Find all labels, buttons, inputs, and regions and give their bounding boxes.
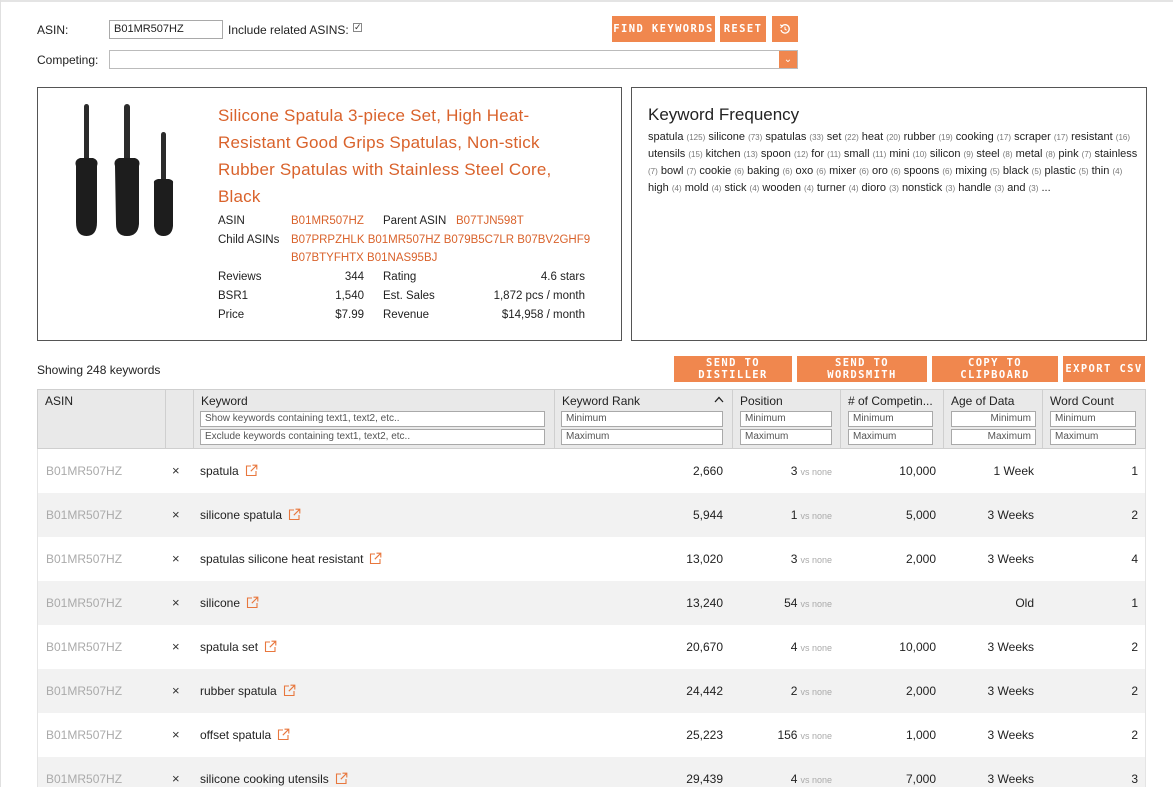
row-age: Old <box>1015 596 1034 610</box>
row-position-vs: vs none <box>800 599 832 609</box>
row-keyword-text: spatula <box>200 464 239 478</box>
age-min-filter[interactable]: Minimum <box>951 411 1036 427</box>
row-word-count: 4 <box>1131 552 1138 566</box>
frequency-word: heat <box>861 131 884 143</box>
frequency-count: (3) <box>1028 184 1039 193</box>
history-icon <box>779 23 791 35</box>
frequency-count-value: 4 <box>714 184 719 193</box>
keyword-include-filter[interactable]: Show keywords containing text1, text2, etc.. <box>200 411 545 427</box>
frequency-word: black <box>1002 165 1029 177</box>
row-keyword <box>200 640 277 656</box>
row-asin[interactable]: B01MR507HZ <box>46 728 123 742</box>
row-position-vs: vs none <box>800 731 832 741</box>
product-image <box>66 102 181 237</box>
frequency-count: (4) <box>671 184 682 193</box>
row-competing: 7,000 <box>905 772 936 786</box>
frequency-count-value: 3 <box>997 184 1002 193</box>
frequency-word: turner <box>816 182 846 194</box>
remove-icon[interactable]: × <box>172 639 180 654</box>
frequency-word: steel <box>976 148 1000 160</box>
frequency-word: wooden <box>762 182 801 194</box>
row-asin[interactable]: B01MR507HZ <box>46 508 123 522</box>
frequency-word: nonstick <box>901 182 943 194</box>
external-link-icon[interactable] <box>283 684 296 700</box>
row-position <box>777 728 832 742</box>
frequency-count: (12) <box>793 150 809 159</box>
frequency-word: high <box>648 182 669 194</box>
frequency-count-value: 6 <box>861 167 867 176</box>
external-link-icon[interactable] <box>288 508 301 524</box>
header-keyword[interactable] <box>193 390 555 448</box>
row-keyword-text: offset spatula <box>200 728 272 742</box>
frequency-word: thin <box>1091 165 1110 177</box>
frequency-count-value: 7 <box>689 167 694 176</box>
header-position-label: Position <box>740 394 783 408</box>
competing-select[interactable] <box>109 50 798 69</box>
frequency-count-value: 33 <box>812 133 821 142</box>
row-position-value: 2 <box>790 684 798 698</box>
competing-max-filter[interactable]: Maximum <box>848 429 933 445</box>
frequency-count-value: 11 <box>875 150 884 159</box>
row-asin[interactable]: B01MR507HZ <box>46 596 123 610</box>
frequency-word: cookie <box>699 165 732 177</box>
parent-asin-link[interactable]: B07TJN598T <box>456 215 524 227</box>
frequency-word: stick <box>724 182 747 194</box>
row-keyword <box>200 728 290 744</box>
row-rank: 13,020 <box>686 552 723 566</box>
row-position-value: 1 <box>790 508 798 522</box>
row-position-vs: vs none <box>800 687 832 697</box>
remove-icon[interactable]: × <box>172 551 180 566</box>
external-link-icon[interactable] <box>335 772 348 787</box>
row-keyword <box>200 508 301 524</box>
frequency-count-value: 4 <box>1115 167 1120 176</box>
position-max-filter[interactable]: Maximum <box>740 429 832 445</box>
frequency-word: spatula <box>648 131 684 143</box>
frequency-count: (17) <box>996 133 1011 142</box>
frequency-count-value: 10 <box>915 150 925 159</box>
frequency-word: mixing <box>955 165 987 177</box>
row-keyword <box>200 596 259 612</box>
row-position-vs: vs none <box>800 467 832 477</box>
frequency-count-value: 15 <box>691 150 700 159</box>
header-rank-label: Keyword Rank <box>562 394 641 408</box>
include-related-checkbox[interactable]: ✓ <box>354 22 362 32</box>
row-position-value: 4 <box>790 772 798 786</box>
frequency-word: baking <box>747 165 780 177</box>
row-age: 3 Weeks <box>987 508 1034 522</box>
frequency-count: (11) <box>872 150 887 159</box>
header-word-count[interactable] <box>1042 390 1145 448</box>
header-competing[interactable] <box>840 390 944 448</box>
row-position-vs: vs none <box>800 775 832 785</box>
frequency-count: (73) <box>748 133 763 142</box>
frequency-count: (9) <box>963 150 974 159</box>
row-word-count: 3 <box>1131 772 1138 786</box>
row-word-count: 2 <box>1131 508 1138 522</box>
frequency-count: (13) <box>743 150 758 159</box>
asin-input[interactable]: B01MR507HZ <box>109 20 223 39</box>
revenue-label: Revenue <box>383 309 430 321</box>
external-link-icon[interactable] <box>245 464 258 480</box>
row-asin[interactable]: B01MR507HZ <box>46 464 123 478</box>
rating-label: Rating <box>383 271 417 283</box>
reset-button[interactable]: RESET <box>720 16 766 42</box>
row-competing: 10,000 <box>899 640 936 654</box>
frequency-word: cooking <box>955 131 994 143</box>
frequency-count-value: 7 <box>1084 150 1089 159</box>
frequency-count-value: 5 <box>1034 167 1039 176</box>
remove-icon[interactable]: × <box>172 683 180 698</box>
frequency-count-value: 6 <box>785 167 790 176</box>
frequency-word: utensils <box>648 148 686 160</box>
external-link-icon[interactable] <box>277 728 290 744</box>
send-to-distiller-button[interactable]: SEND TO DISTILLER <box>674 356 792 382</box>
frequency-word: handle <box>958 182 992 194</box>
frequency-count: (8) <box>1002 150 1013 159</box>
age-max-filter[interactable]: Maximum <box>951 429 1036 445</box>
child-asins-label: Child ASINs <box>218 234 280 246</box>
rank-max-filter[interactable]: Maximum <box>561 429 723 445</box>
est-sales-value: 1,872 pcs / month <box>493 290 585 302</box>
row-position-vs: vs none <box>800 511 832 521</box>
frequency-word: oro <box>871 165 888 177</box>
showing-count: Showing 248 keywords <box>37 363 161 377</box>
frequency-count-value: 4 <box>752 184 757 193</box>
frequency-count-value: 4 <box>851 184 856 193</box>
header-wordcount-label: Word Count <box>1050 394 1114 408</box>
competing-min-filter[interactable]: Minimum <box>848 411 933 427</box>
frequency-count: (6) <box>890 167 901 176</box>
header-competing-label: # of Competin... <box>848 394 933 408</box>
frequency-count: (15) <box>688 150 703 159</box>
row-rank: 24,442 <box>686 684 723 698</box>
revenue-value: $14,958 / month <box>501 309 585 321</box>
row-asin[interactable]: B01MR507HZ <box>46 684 123 698</box>
row-position <box>791 464 832 478</box>
table-header <box>37 389 1146 449</box>
frequency-count: (11) <box>827 150 841 159</box>
frequency-count-value: 6 <box>818 167 824 176</box>
keyword-table-body <box>37 449 1146 787</box>
top-border <box>0 0 1173 2</box>
frequency-count: (4) <box>711 184 722 193</box>
product-panel <box>37 87 622 341</box>
header-keyword-label: Keyword <box>201 394 248 408</box>
frequency-count: (3) <box>945 184 956 193</box>
header-asin-label: ASIN <box>45 394 74 408</box>
left-border <box>0 0 1 787</box>
row-word-count: 2 <box>1131 684 1138 698</box>
row-rank: 13,240 <box>686 596 723 610</box>
frequency-word: spatulas <box>765 131 807 143</box>
frequency-count-value: 20 <box>888 133 898 142</box>
row-position-vs: vs none <box>800 555 832 565</box>
table-row <box>38 581 1145 625</box>
price-label: Price <box>218 309 245 321</box>
child-asins-links-2[interactable]: B07BTYFHTX B01NAS95BJ <box>291 252 438 264</box>
frequency-count-value: 5 <box>992 167 998 176</box>
row-position <box>791 640 832 654</box>
row-position <box>791 552 832 566</box>
frequency-count-value: 17 <box>999 133 1009 142</box>
frequency-count: (7) <box>648 167 658 176</box>
row-word-count: 1 <box>1131 464 1138 478</box>
frequency-word: plastic <box>1044 165 1076 177</box>
frequency-count: (4) <box>848 184 859 193</box>
asin-link[interactable]: B01MR507HZ <box>291 215 364 227</box>
frequency-count-value: 6 <box>893 167 899 176</box>
frequency-count-value: 4 <box>806 184 812 193</box>
table-row <box>38 757 1145 787</box>
frequency-count-value: 17 <box>1056 133 1066 142</box>
rating-value: 4.6 stars <box>540 271 585 283</box>
keyword-frequency-panel <box>631 87 1147 341</box>
frequency-count: (10) <box>912 150 927 159</box>
row-position-vs: vs none <box>800 643 832 653</box>
row-competing: 10,000 <box>899 464 936 478</box>
frequency-word: set <box>826 131 842 143</box>
frequency-count-value: 3 <box>1031 184 1036 193</box>
price-value: $7.99 <box>335 309 364 321</box>
row-keyword <box>200 772 348 787</box>
header-age[interactable] <box>943 390 1043 448</box>
frequency-count: (6) <box>782 167 793 176</box>
remove-icon[interactable]: × <box>172 463 180 478</box>
table-row <box>38 713 1145 757</box>
frequency-word: dioro <box>861 182 887 194</box>
row-position <box>784 596 832 610</box>
table-row <box>38 537 1145 581</box>
frequency-count-value: 19 <box>941 133 951 142</box>
frequency-count: (7) <box>1081 150 1092 159</box>
sort-up-icon[interactable] <box>714 396 724 403</box>
frequency-count: (20) <box>886 133 901 142</box>
row-asin[interactable]: B01MR507HZ <box>46 772 123 786</box>
row-age: 3 Weeks <box>987 640 1034 654</box>
row-position <box>791 772 832 786</box>
frequency-count-value: 4 <box>674 184 679 193</box>
frequency-word: silicone <box>708 131 745 143</box>
frequency-count-value: 12 <box>796 150 806 159</box>
frequency-count-value: 5 <box>1081 167 1086 176</box>
bsr-label: BSR1 <box>218 290 249 302</box>
row-keyword-text: spatula set <box>200 640 259 654</box>
row-keyword <box>200 552 382 568</box>
frequency-word: for <box>811 148 825 160</box>
frequency-count: (17) <box>1053 133 1069 142</box>
frequency-word: pink <box>1058 148 1079 160</box>
frequency-count: (6) <box>734 167 745 176</box>
row-position-value: 3 <box>790 552 798 566</box>
parent-asin-label: Parent ASIN <box>383 215 447 227</box>
keyword-frequency-title: Keyword Frequency <box>648 105 800 124</box>
row-word-count: 1 <box>1131 596 1138 610</box>
row-competing: 1,000 <box>905 728 936 742</box>
row-keyword-text: silicone <box>200 596 241 610</box>
frequency-count-value: 8 <box>1005 150 1010 159</box>
row-word-count: 2 <box>1131 728 1138 742</box>
row-competing: 2,000 <box>905 552 936 566</box>
header-age-label: Age of Data <box>951 394 1015 408</box>
frequency-word: oxo <box>795 165 814 177</box>
frequency-count-value: 7 <box>650 167 656 176</box>
row-keyword-text: silicone spatula <box>200 508 283 522</box>
row-keyword <box>200 464 258 480</box>
header-keyword-rank[interactable] <box>554 390 733 448</box>
chevron-down-icon[interactable]: ⌄ <box>779 51 797 68</box>
frequency-word: spoon <box>760 148 791 160</box>
row-age: 3 Weeks <box>987 552 1034 566</box>
table-row <box>38 449 1145 493</box>
frequency-word: stainless <box>1094 148 1138 160</box>
row-word-count: 2 <box>1131 640 1138 654</box>
reviews-value: 344 <box>344 271 364 283</box>
row-rank: 25,223 <box>686 728 723 742</box>
export-csv-button[interactable]: EXPORT CSV <box>1063 356 1145 382</box>
copy-to-clipboard-button[interactable]: COPY TO CLIPBOARD <box>932 356 1058 382</box>
row-competing: 2,000 <box>905 684 936 698</box>
row-rank: 29,439 <box>686 772 723 786</box>
frequency-count: (5) <box>1031 167 1042 176</box>
frequency-count: (4) <box>749 184 760 193</box>
position-min-filter[interactable]: Minimum <box>740 411 832 427</box>
row-keyword-text: spatulas silicone heat resistant <box>200 552 364 566</box>
frequency-word: mold <box>684 182 709 194</box>
frequency-count: (33) <box>809 133 824 142</box>
row-position <box>791 684 832 698</box>
frequency-word: scraper <box>1014 131 1051 143</box>
child-asins-links[interactable]: B07PRPZHLK B01MR507HZ B079B5C7LR B07BV2GHF9 <box>291 234 591 246</box>
frequency-word: kitchen <box>705 148 741 160</box>
row-position-value: 4 <box>790 640 798 654</box>
frequency-count: (7) <box>686 167 697 176</box>
frequency-count-value: 3 <box>891 184 897 193</box>
frequency-count: (6) <box>942 167 953 176</box>
product-title[interactable]: Silicone Spatula 3-piece Set, High Heat-Resistant Good Grips Spatulas, Non-stick Rubber Spatulas with Stainless Steel Core, Black <box>218 106 552 206</box>
frequency-count: (5) <box>1078 167 1089 176</box>
row-keyword-text: silicone cooking utensils <box>200 772 329 786</box>
frequency-count: (3) <box>994 184 1005 193</box>
frequency-count-value: 73 <box>750 133 760 142</box>
remove-icon[interactable]: × <box>172 727 180 742</box>
frequency-count-value: 9 <box>966 150 971 159</box>
row-position-value: 3 <box>790 464 798 478</box>
frequency-count: (8) <box>1045 150 1056 159</box>
row-age: 1 Week <box>993 464 1034 478</box>
frequency-count-value: 3 <box>948 184 953 193</box>
table-row <box>38 625 1145 669</box>
frequency-count: (125) <box>686 133 706 142</box>
frequency-word: mixer <box>829 165 857 177</box>
frequency-count-value: 11 <box>829 150 839 159</box>
rank-min-filter[interactable]: Minimum <box>561 411 723 427</box>
frequency-count: (3) <box>889 184 899 193</box>
frequency-word: and <box>1007 182 1026 194</box>
header-asin[interactable] <box>38 390 166 448</box>
row-age: 3 Weeks <box>987 772 1034 786</box>
frequency-count-value: 22 <box>847 133 857 142</box>
row-age: 3 Weeks <box>987 728 1034 742</box>
row-rank: 2,660 <box>692 464 723 478</box>
table-row <box>38 493 1145 537</box>
frequency-ellipsis: ... <box>1041 182 1051 194</box>
bsr-value: 1,540 <box>335 290 364 302</box>
row-rank: 5,944 <box>692 508 723 522</box>
remove-icon[interactable]: × <box>172 507 180 522</box>
frequency-count: (22) <box>844 133 859 142</box>
frequency-count: (6) <box>816 167 827 176</box>
frequency-count-value: 125 <box>689 133 703 142</box>
frequency-count: (19) <box>938 133 953 142</box>
reviews-label: Reviews <box>218 271 262 283</box>
row-position <box>791 508 832 522</box>
frequency-count-value: 6 <box>945 167 950 176</box>
frequency-count-value: 13 <box>746 150 756 159</box>
est-sales-label: Est. Sales <box>383 290 435 302</box>
frequency-word: spoons <box>903 165 940 177</box>
header-position[interactable] <box>732 390 841 448</box>
asin-label: ASIN: <box>37 23 69 37</box>
frequency-count: (4) <box>804 184 814 193</box>
keyword-exclude-filter[interactable]: Exclude keywords containing text1, text2, etc.. <box>200 429 545 445</box>
remove-icon[interactable]: × <box>172 595 180 610</box>
competing-label: Competing: <box>37 53 99 67</box>
frequency-word: silicon <box>929 148 961 160</box>
row-keyword-text: rubber spatula <box>200 684 277 698</box>
row-position-value: 156 <box>777 728 798 742</box>
frequency-word: rubber <box>903 131 936 143</box>
history-button[interactable] <box>772 16 798 42</box>
header-remove <box>165 390 194 448</box>
frequency-count: (5) <box>990 167 1000 176</box>
wordcount-min-filter[interactable]: Minimum <box>1050 411 1136 427</box>
frequency-count-value: 8 <box>1048 150 1053 159</box>
frequency-word: small <box>843 148 870 160</box>
remove-icon[interactable]: × <box>172 771 180 786</box>
row-position-value: 54 <box>784 596 798 610</box>
frequency-word: bowl <box>660 165 684 177</box>
external-link-icon[interactable] <box>264 640 277 656</box>
asin-field-label: ASIN <box>218 215 245 227</box>
frequency-count-value: 6 <box>736 167 742 176</box>
row-keyword <box>200 684 296 700</box>
row-asin[interactable]: B01MR507HZ <box>46 640 123 654</box>
wordcount-max-filter[interactable]: Maximum <box>1050 429 1136 445</box>
frequency-count: (6) <box>859 167 869 176</box>
table-row <box>38 669 1145 713</box>
frequency-count: (4) <box>1112 167 1123 176</box>
find-keywords-button[interactable]: FIND KEYWORDS <box>612 16 715 42</box>
frequency-count: (16) <box>1115 133 1131 142</box>
frequency-word: mini <box>889 148 910 160</box>
frequency-word: resistant <box>1071 131 1113 143</box>
row-competing: 5,000 <box>905 508 936 522</box>
row-age: 3 Weeks <box>987 684 1034 698</box>
keyword-frequency-list <box>648 129 1138 197</box>
external-link-icon[interactable] <box>246 596 259 612</box>
send-to-wordsmith-button[interactable]: SEND TO WORDSMITH <box>797 356 927 382</box>
include-related-label: Include related ASINS: <box>228 23 349 37</box>
external-link-icon[interactable] <box>369 552 382 568</box>
frequency-count-value: 16 <box>1118 133 1128 142</box>
row-asin[interactable]: B01MR507HZ <box>46 552 123 566</box>
row-rank: 20,670 <box>686 640 723 654</box>
frequency-word: metal <box>1015 148 1043 160</box>
